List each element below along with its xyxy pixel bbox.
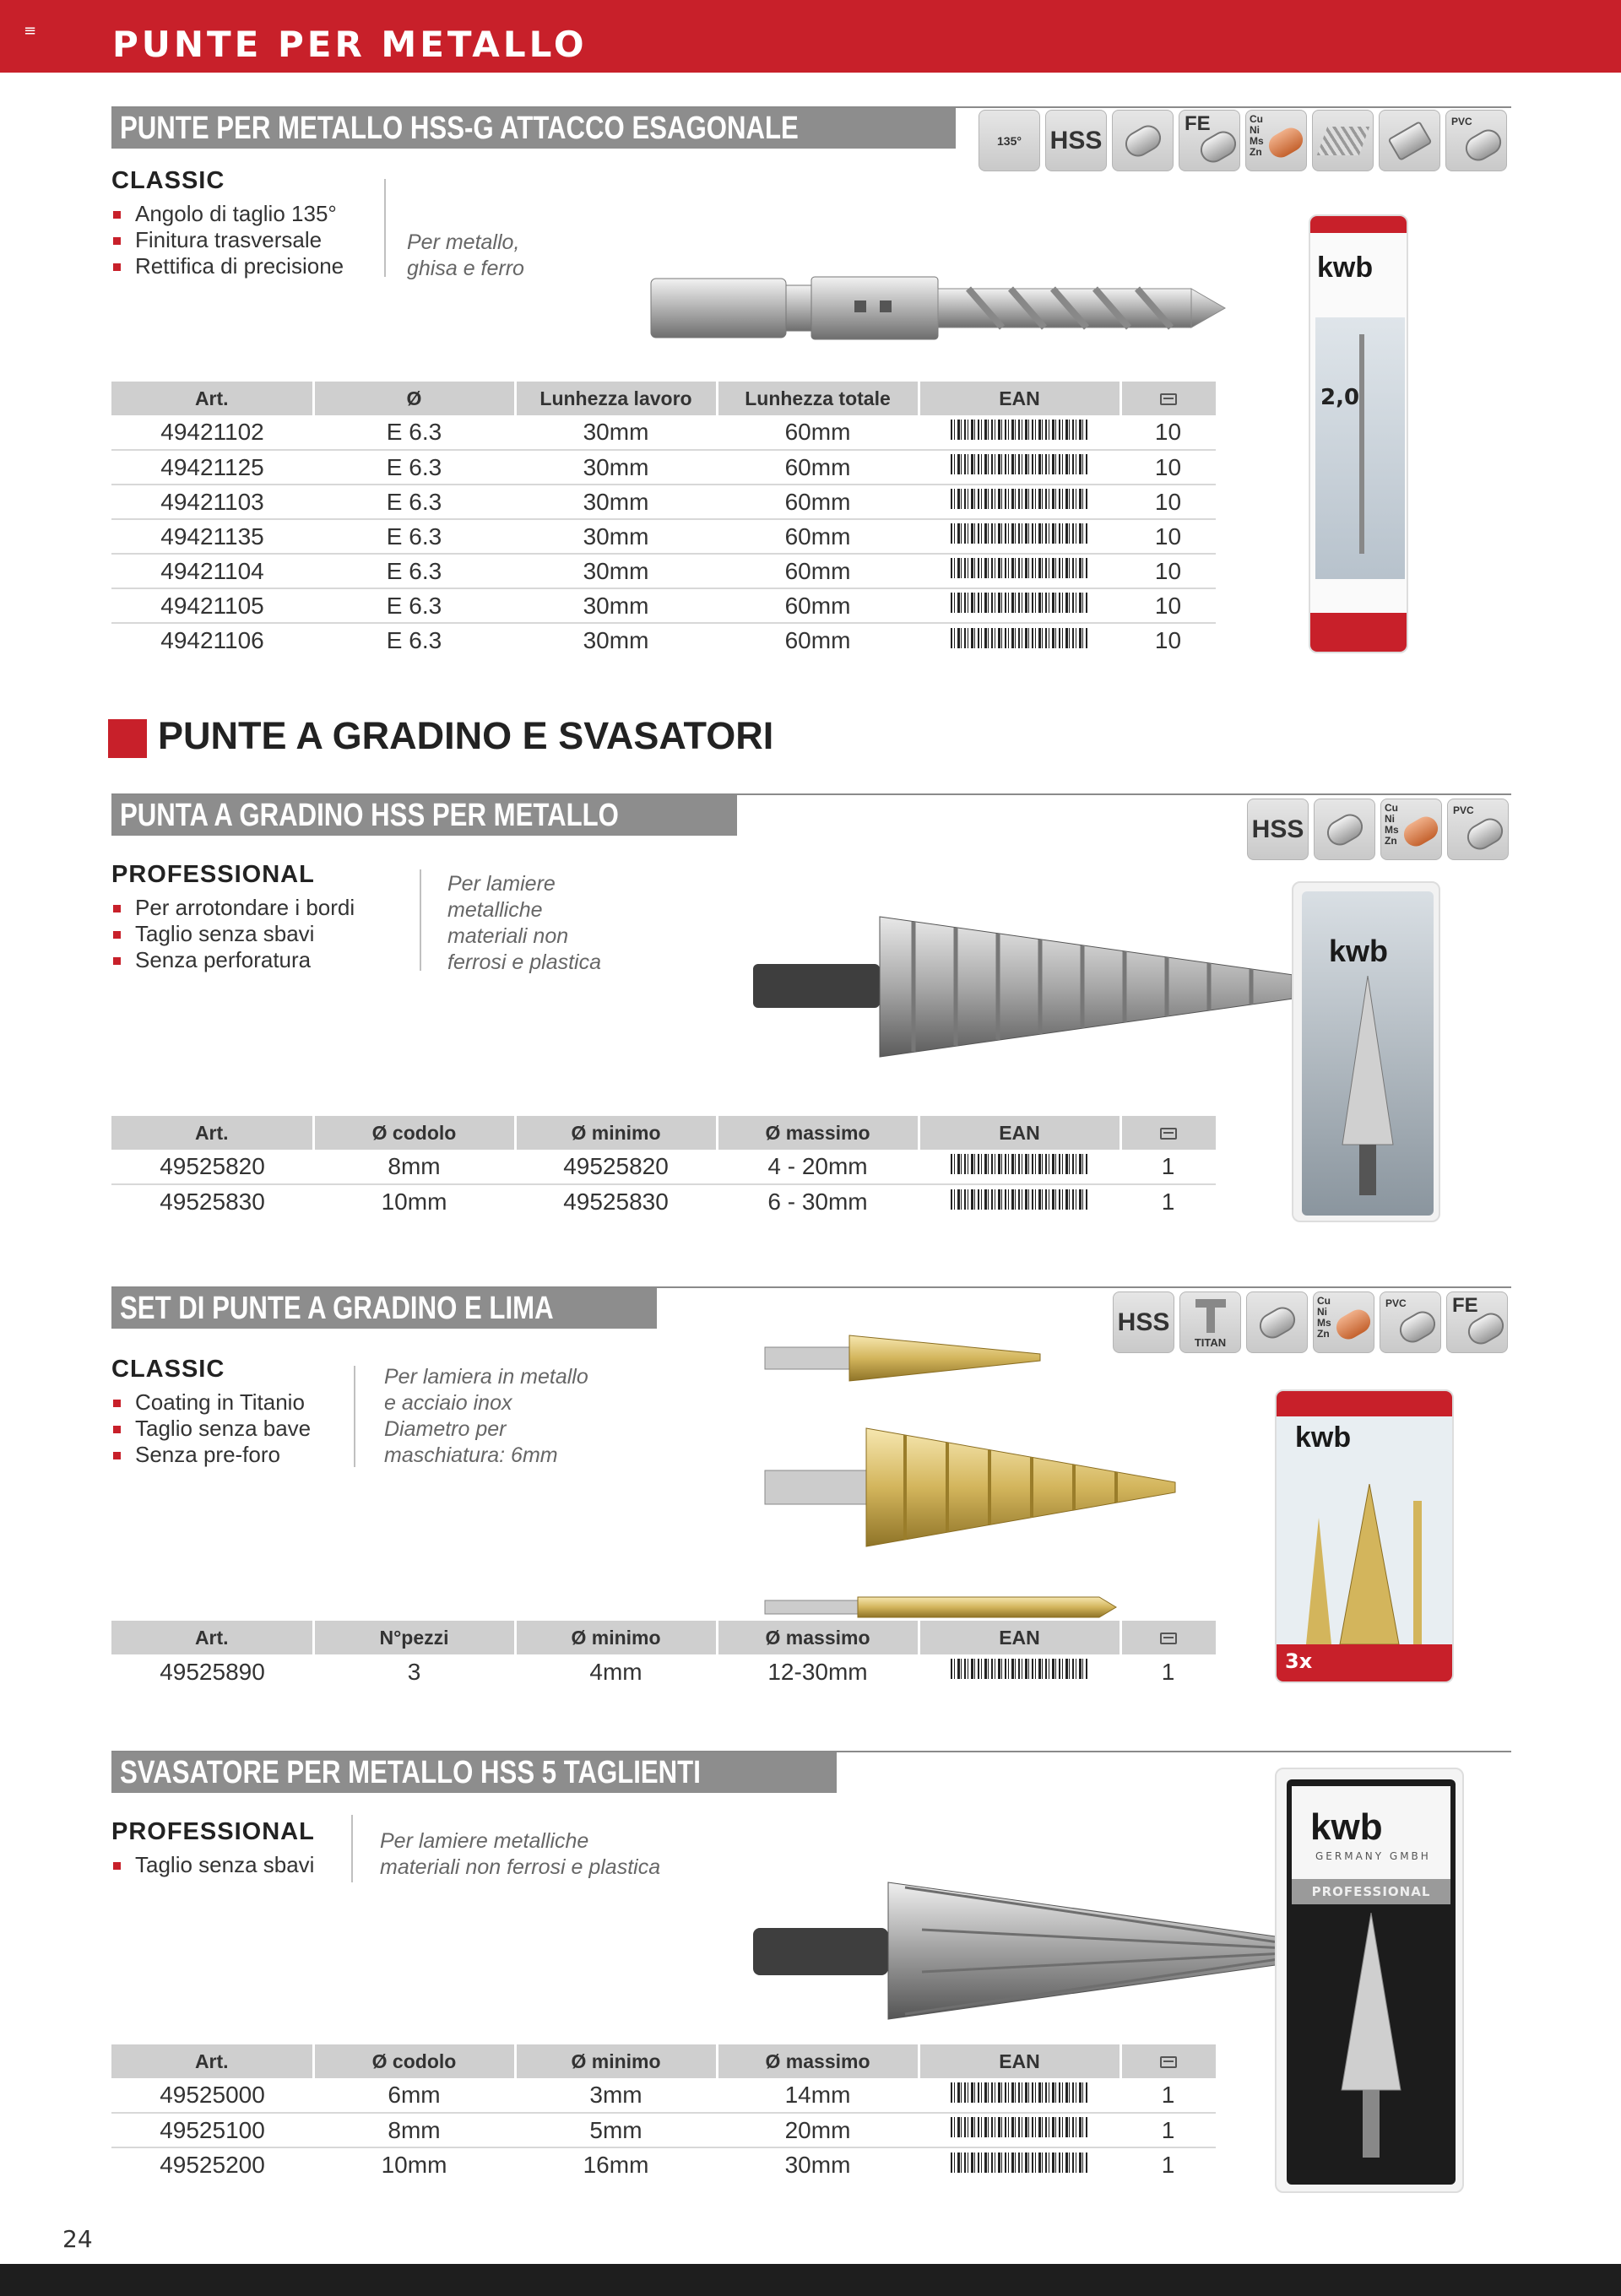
cell-qty: 1 xyxy=(1120,2078,1216,2113)
cell-art: 49525830 xyxy=(160,1189,265,1215)
barcode xyxy=(951,420,1089,447)
cell: 20mm xyxy=(717,2113,919,2147)
pvc-pipe-icon: PVC xyxy=(1447,799,1509,860)
barcode xyxy=(951,454,1089,481)
barcode xyxy=(951,628,1089,655)
angle-135-icon: 135° xyxy=(979,110,1040,171)
table-row xyxy=(111,1654,1216,1689)
packaging-col-header xyxy=(1120,2044,1216,2078)
col-header: Art. xyxy=(111,2044,313,2078)
step-drill-set-image xyxy=(762,1330,1302,1651)
table-row xyxy=(111,2147,1216,2182)
table-row xyxy=(111,554,1216,588)
brand-line: CLASSIC xyxy=(111,1356,225,1383)
spec-table xyxy=(111,382,1216,658)
cell-art: 49525890 xyxy=(160,1658,265,1685)
cell-qty: 10 xyxy=(1120,554,1216,588)
package-brand: kwb xyxy=(1329,934,1389,968)
cell: 30mm xyxy=(583,627,649,653)
cell: 60mm xyxy=(717,485,919,519)
barcode xyxy=(951,593,1089,620)
cell-qty: 1 xyxy=(1120,1150,1216,1184)
col-header: Ø massimo xyxy=(717,1621,919,1654)
cell-ean xyxy=(919,450,1120,485)
cell: 60mm xyxy=(717,588,919,623)
cell: 49525830 xyxy=(563,1189,669,1215)
barcode xyxy=(951,1154,1089,1181)
col-header: Lunhezza lavoro xyxy=(515,382,717,415)
feature-item: Taglio senza sbavi xyxy=(111,1852,314,1878)
page-title: PUNTE PER METALLO xyxy=(112,24,588,65)
col-header: Ø codolo xyxy=(313,2044,515,2078)
product-countersink xyxy=(111,1751,1511,2207)
col-header: Art. xyxy=(111,382,313,415)
product-title: PUNTA A GRADINO HSS PER METALLO xyxy=(111,795,737,836)
cell: 8mm xyxy=(313,1150,515,1184)
package-brand: kwb xyxy=(1295,1421,1352,1454)
col-header: EAN xyxy=(919,382,1120,415)
col-header: Ø minimo xyxy=(515,1621,717,1654)
pvc-pipe-icon: PVC xyxy=(1380,1292,1441,1353)
cell-qty: 10 xyxy=(1154,627,1182,653)
pvc-pipe-icon: PVC xyxy=(1445,110,1507,171)
cell: E 6.3 xyxy=(313,450,515,485)
col-header: N°pezzi xyxy=(313,1621,515,1654)
barcode xyxy=(951,2152,1089,2180)
sheet-metal-icon xyxy=(1312,110,1374,171)
hss-icon: HSS xyxy=(1247,799,1309,860)
table-row xyxy=(111,415,1216,450)
spec-table xyxy=(111,1621,1216,1689)
cell: 60mm xyxy=(717,519,919,554)
feature-list xyxy=(111,895,355,973)
cell-art: 49421104 xyxy=(111,554,313,588)
cell-art: 49421125 xyxy=(111,450,313,485)
cell: 16mm xyxy=(583,2152,649,2178)
product-title: SET DI PUNTE A GRADINO E LIMA xyxy=(111,1288,657,1329)
barcode xyxy=(951,489,1089,516)
cell-qty: 10 xyxy=(1120,485,1216,519)
steel-profile-icon xyxy=(1112,110,1174,171)
barcode xyxy=(951,1659,1089,1686)
cell: E 6.3 xyxy=(313,519,515,554)
step-drill-image xyxy=(753,912,1336,1064)
cell: 12-30mm xyxy=(767,1658,868,1685)
divider xyxy=(384,179,386,277)
feature-list xyxy=(111,201,344,279)
cell-ean xyxy=(919,415,1120,450)
col-header: Ø codolo xyxy=(313,1116,515,1150)
nonferrous-icon: Cu Ni Ms Zn xyxy=(1245,110,1307,171)
cell: E 6.3 xyxy=(386,627,442,653)
col-header: Ø massimo xyxy=(717,2044,919,2078)
table-row xyxy=(111,2113,1216,2147)
box-icon xyxy=(1160,1633,1177,1644)
cell: 10mm xyxy=(381,1189,447,1215)
cell-ean xyxy=(919,2147,1120,2182)
col-header: Ø minimo xyxy=(515,1116,717,1150)
barcode xyxy=(951,2082,1089,2109)
col-header: Ø massimo xyxy=(717,1116,919,1150)
cell: 30mm xyxy=(515,519,717,554)
col-header: Ø minimo xyxy=(515,2044,717,2078)
hss-icon: HSS xyxy=(1113,1292,1174,1353)
countersink-image xyxy=(753,1879,1336,2023)
table-row xyxy=(111,2078,1216,2113)
usage-note: Per metallo, ghisa e ferro xyxy=(407,230,524,280)
col-header: Ø xyxy=(313,382,515,415)
table-row xyxy=(111,623,1216,658)
tube-profile-icon xyxy=(1379,110,1440,171)
product-step-drill xyxy=(111,793,1511,1232)
nonferrous-icon: Cu Ni Ms Zn xyxy=(1380,799,1442,860)
fe-pipe-icon: FE xyxy=(1446,1292,1508,1353)
material-icons xyxy=(979,110,1507,171)
cell: 60mm xyxy=(717,554,919,588)
cell: E 6.3 xyxy=(313,554,515,588)
table-row xyxy=(111,1184,1216,1219)
cell: 4mm xyxy=(589,1658,642,1685)
cell-art: 49525820 xyxy=(111,1150,313,1184)
material-icons xyxy=(1247,799,1509,860)
barcode xyxy=(951,558,1089,585)
package-line: PROFESSIONAL xyxy=(1292,1879,1450,1904)
feature-item: Coating in Titanio xyxy=(111,1389,311,1416)
cell: 30mm xyxy=(515,450,717,485)
cell: 49525820 xyxy=(515,1150,717,1184)
cell: 14mm xyxy=(717,2078,919,2113)
product-package xyxy=(1275,1768,1464,2193)
box-icon xyxy=(1160,393,1177,405)
section-marker xyxy=(108,719,147,758)
cell-qty: 1 xyxy=(1120,2113,1216,2147)
table-row xyxy=(111,1150,1216,1184)
bottom-bar xyxy=(0,2264,1621,2296)
cell-art: 49525100 xyxy=(111,2113,313,2147)
usage-note: Per lamiere metalliche materiali non ferrosi e plastica xyxy=(447,872,602,974)
product-package xyxy=(1292,881,1440,1222)
brand-line: PROFESSIONAL xyxy=(111,1818,315,1845)
cell-qty: 10 xyxy=(1120,450,1216,485)
steel-profile-icon xyxy=(1314,799,1375,860)
feature-item: Senza perforatura xyxy=(111,947,355,973)
menu-icon[interactable]: ≡ xyxy=(24,22,37,40)
cell: 30mm xyxy=(515,554,717,588)
cell: 5mm xyxy=(515,2113,717,2147)
package-brand: kwb xyxy=(1310,1806,1383,1848)
cell-qty: 10 xyxy=(1120,415,1216,450)
barcode xyxy=(951,1189,1089,1216)
feature-item: Taglio senza bave xyxy=(111,1416,311,1442)
product-title: SVASATORE PER METALLO HSS 5 TAGLIENTI xyxy=(111,1752,837,1793)
fe-pipe-icon: FE xyxy=(1179,110,1240,171)
cell-art: 49421102 xyxy=(111,415,313,450)
usage-note: Per lamiera in metallo e acciaio inox Diametro per maschiatura: 6mm xyxy=(384,1365,588,1467)
cell: 30mm xyxy=(515,415,717,450)
col-header: Art. xyxy=(111,1116,313,1150)
package-size: 2,0 xyxy=(1320,385,1360,410)
cell: E 6.3 xyxy=(313,415,515,450)
cell: E 6.3 xyxy=(313,485,515,519)
cell-ean xyxy=(919,1150,1120,1184)
cell-ean xyxy=(919,1654,1120,1689)
col-header: EAN xyxy=(919,2044,1120,2078)
divider xyxy=(351,1815,353,1882)
table-row xyxy=(111,485,1216,519)
table-row xyxy=(111,588,1216,623)
barcode xyxy=(951,523,1089,550)
divider xyxy=(420,869,421,971)
cell: 10mm xyxy=(381,2152,447,2178)
col-header: EAN xyxy=(919,1116,1120,1150)
feature-item: Senza pre-foro xyxy=(111,1442,311,1468)
cell: 30mm xyxy=(515,588,717,623)
cell-ean xyxy=(919,554,1120,588)
cell-ean xyxy=(919,485,1120,519)
cell: 4 - 20mm xyxy=(717,1150,919,1184)
cell-qty: 10 xyxy=(1120,588,1216,623)
package-count: 3x xyxy=(1285,1649,1313,1673)
brand-line: PROFESSIONAL xyxy=(111,861,315,888)
table-row xyxy=(111,450,1216,485)
cell: 30mm xyxy=(784,2152,851,2178)
feature-item: Per arrotondare i bordi xyxy=(111,895,355,921)
cell-qty: 1 xyxy=(1161,2152,1175,2178)
feature-item: Rettifica di precisione xyxy=(111,253,344,279)
cell-ean xyxy=(919,623,1120,658)
feature-list xyxy=(111,1389,311,1468)
packaging-col-header xyxy=(1120,1621,1216,1654)
cell: 8mm xyxy=(313,2113,515,2147)
cell-ean xyxy=(919,2078,1120,2113)
feature-list xyxy=(111,1852,314,1878)
section-heading: PUNTE A GRADINO E SVASATORI xyxy=(158,714,774,757)
feature-item: Finitura trasversale xyxy=(111,227,344,253)
cell-qty: 1 xyxy=(1161,1189,1175,1215)
box-icon xyxy=(1160,1128,1177,1140)
cell: 3 xyxy=(407,1658,421,1685)
cell: 6 - 30mm xyxy=(767,1189,868,1215)
usage-note: Per lamiere metalliche materiali non ferrosi e plastica xyxy=(380,1829,661,1879)
packaging-col-header xyxy=(1120,1116,1216,1150)
package-brand: kwb xyxy=(1317,252,1374,284)
cell-art: 49421105 xyxy=(111,588,313,623)
cell-ean xyxy=(919,588,1120,623)
col-header: Lunhezza totale xyxy=(717,382,919,415)
barcode xyxy=(951,2117,1089,2144)
cell: 6mm xyxy=(313,2078,515,2113)
packaging-col-header xyxy=(1120,382,1216,415)
cell: 60mm xyxy=(784,627,851,653)
cell-art: 49421106 xyxy=(160,627,264,653)
cell: 3mm xyxy=(515,2078,717,2113)
product-package xyxy=(1309,214,1408,653)
titan-icon: TITAN xyxy=(1179,1292,1241,1353)
cell-art: 49421135 xyxy=(111,519,313,554)
hex-drill-image xyxy=(648,267,1230,351)
feature-item: Angolo di taglio 135° xyxy=(111,201,344,227)
nonferrous-icon: Cu Ni Ms Zn xyxy=(1313,1292,1374,1353)
product-title: PUNTE PER METALLO HSS-G ATTACCO ESAGONALE xyxy=(111,108,956,149)
cell: 60mm xyxy=(717,415,919,450)
cell: 30mm xyxy=(515,485,717,519)
cell-ean xyxy=(919,2113,1120,2147)
spec-table xyxy=(111,1116,1216,1219)
cell-qty: 1 xyxy=(1161,1658,1175,1685)
feature-item: Taglio senza sbavi xyxy=(111,921,355,947)
hss-icon: HSS xyxy=(1045,110,1107,171)
cell-ean xyxy=(919,519,1120,554)
page-number: 24 xyxy=(62,2225,93,2253)
cell-ean xyxy=(919,1184,1120,1219)
col-header: Art. xyxy=(111,1621,313,1654)
cell-art: 49525000 xyxy=(111,2078,313,2113)
top-banner xyxy=(0,0,1621,73)
package-subtitle: GERMANY GMBH xyxy=(1315,1850,1431,1862)
product-hex-drill xyxy=(111,106,1511,663)
cell-qty: 10 xyxy=(1120,519,1216,554)
cell: E 6.3 xyxy=(313,588,515,623)
spec-table xyxy=(111,2044,1216,2182)
divider xyxy=(354,1366,355,1467)
table-row xyxy=(111,519,1216,554)
box-icon xyxy=(1160,2056,1177,2068)
product-package xyxy=(1275,1389,1454,1683)
cell-art: 49525200 xyxy=(160,2152,265,2178)
brand-line: CLASSIC xyxy=(111,167,225,194)
cell: 60mm xyxy=(717,450,919,485)
col-header: EAN xyxy=(919,1621,1120,1654)
cell-art: 49421103 xyxy=(111,485,313,519)
product-step-drill-set xyxy=(111,1286,1511,1700)
